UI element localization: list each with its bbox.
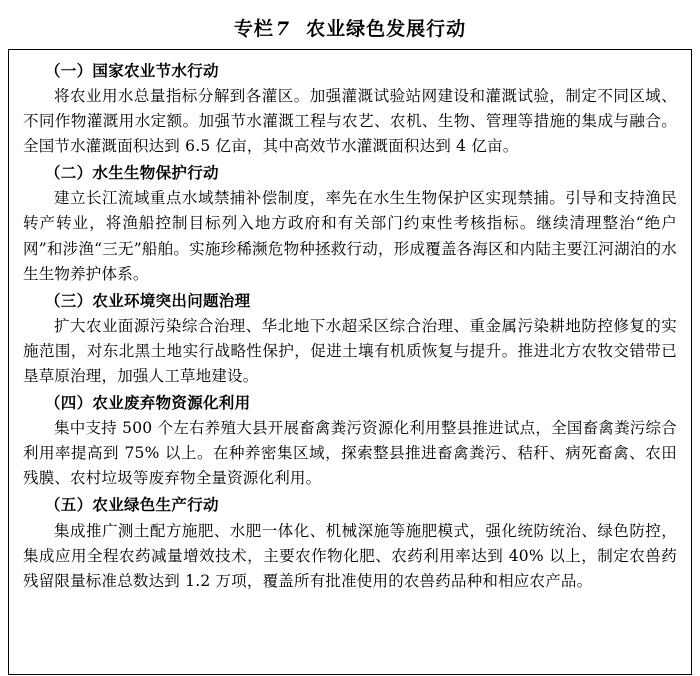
section-heading-2: （二）水生生物保护行动	[45, 163, 219, 183]
section-heading-3: （三）农业环境突出问题治理	[45, 290, 251, 310]
page-title	[8, 14, 692, 41]
section-paragraph-1: 将农业用水总量指标分解到各灌区。加强灌溉试验站网建设和灌溉试验，制定不同区域、不同作物灌溉用水定额。加强节水灌溉工程与农艺、农机、生物、管理等措施的集成与融合。全国节水灌溉面积达到 6.5 亿亩，其中高效节水灌溉面积达到 4 亿亩。	[23, 87, 677, 156]
title-prefix: 专栏	[233, 18, 274, 40]
section-paragraph-2: 建立长江流域重点水域禁捕补偿制度，率先在水生生物保护区实现禁捕。引导和支持渔民转产转业，将渔船控制目标列入地方政府和有关部门约束性考核指标。继续清理整治“绝户网”和涉渔“三无”船舶。实施珍稀濒危物种拯救行动，形成覆盖各海区和内陆主要江河湖泊的水生生物养护体系。	[23, 189, 677, 283]
section-heading-5: （五）农业绿色生产行动	[45, 495, 219, 515]
section-heading-4: （四）农业废弃物资源化利用	[45, 393, 251, 413]
section-paragraph-5: 集成推广测土配方施肥、水肥一体化、机械深施等施肥模式，强化统防统治、绿色防控，集成应用全程农药减量增效技术，主要农作物化肥、农药利用率达到 40% 以上，制定农兽药残留限量标准总数达到 1.2 万项，覆盖所有批准使用的农兽药品种和相应农产品。	[23, 521, 677, 590]
content-frame	[8, 49, 692, 675]
section-heading-1: （一）国家农业节水行动	[45, 61, 219, 80]
title-main: 农业绿色发展行动	[306, 18, 467, 40]
title-number: 7	[275, 18, 291, 40]
section-paragraph-3: 扩大农业面源污染综合治理、华北地下水超采区综合治理、重金属污染耕地防控修复的实施范围，对东北黑土地实行战略性保护，促进土壤有机质恢复与提升。推进北方农牧交错带已垦草原治理，加强人工草地建设。	[23, 316, 677, 386]
section-paragraph-4: 集中支持 500 个左右养殖大县开展畜禽粪污资源化利用整县推进试点，全国畜禽粪污综合利用率提高到 75% 以上。在种养密集区域，探索整县推进畜禽粪污、秸秆、病死畜禽、农田残膜、农村垃圾等废弃物全量资源化利用。	[23, 419, 677, 488]
